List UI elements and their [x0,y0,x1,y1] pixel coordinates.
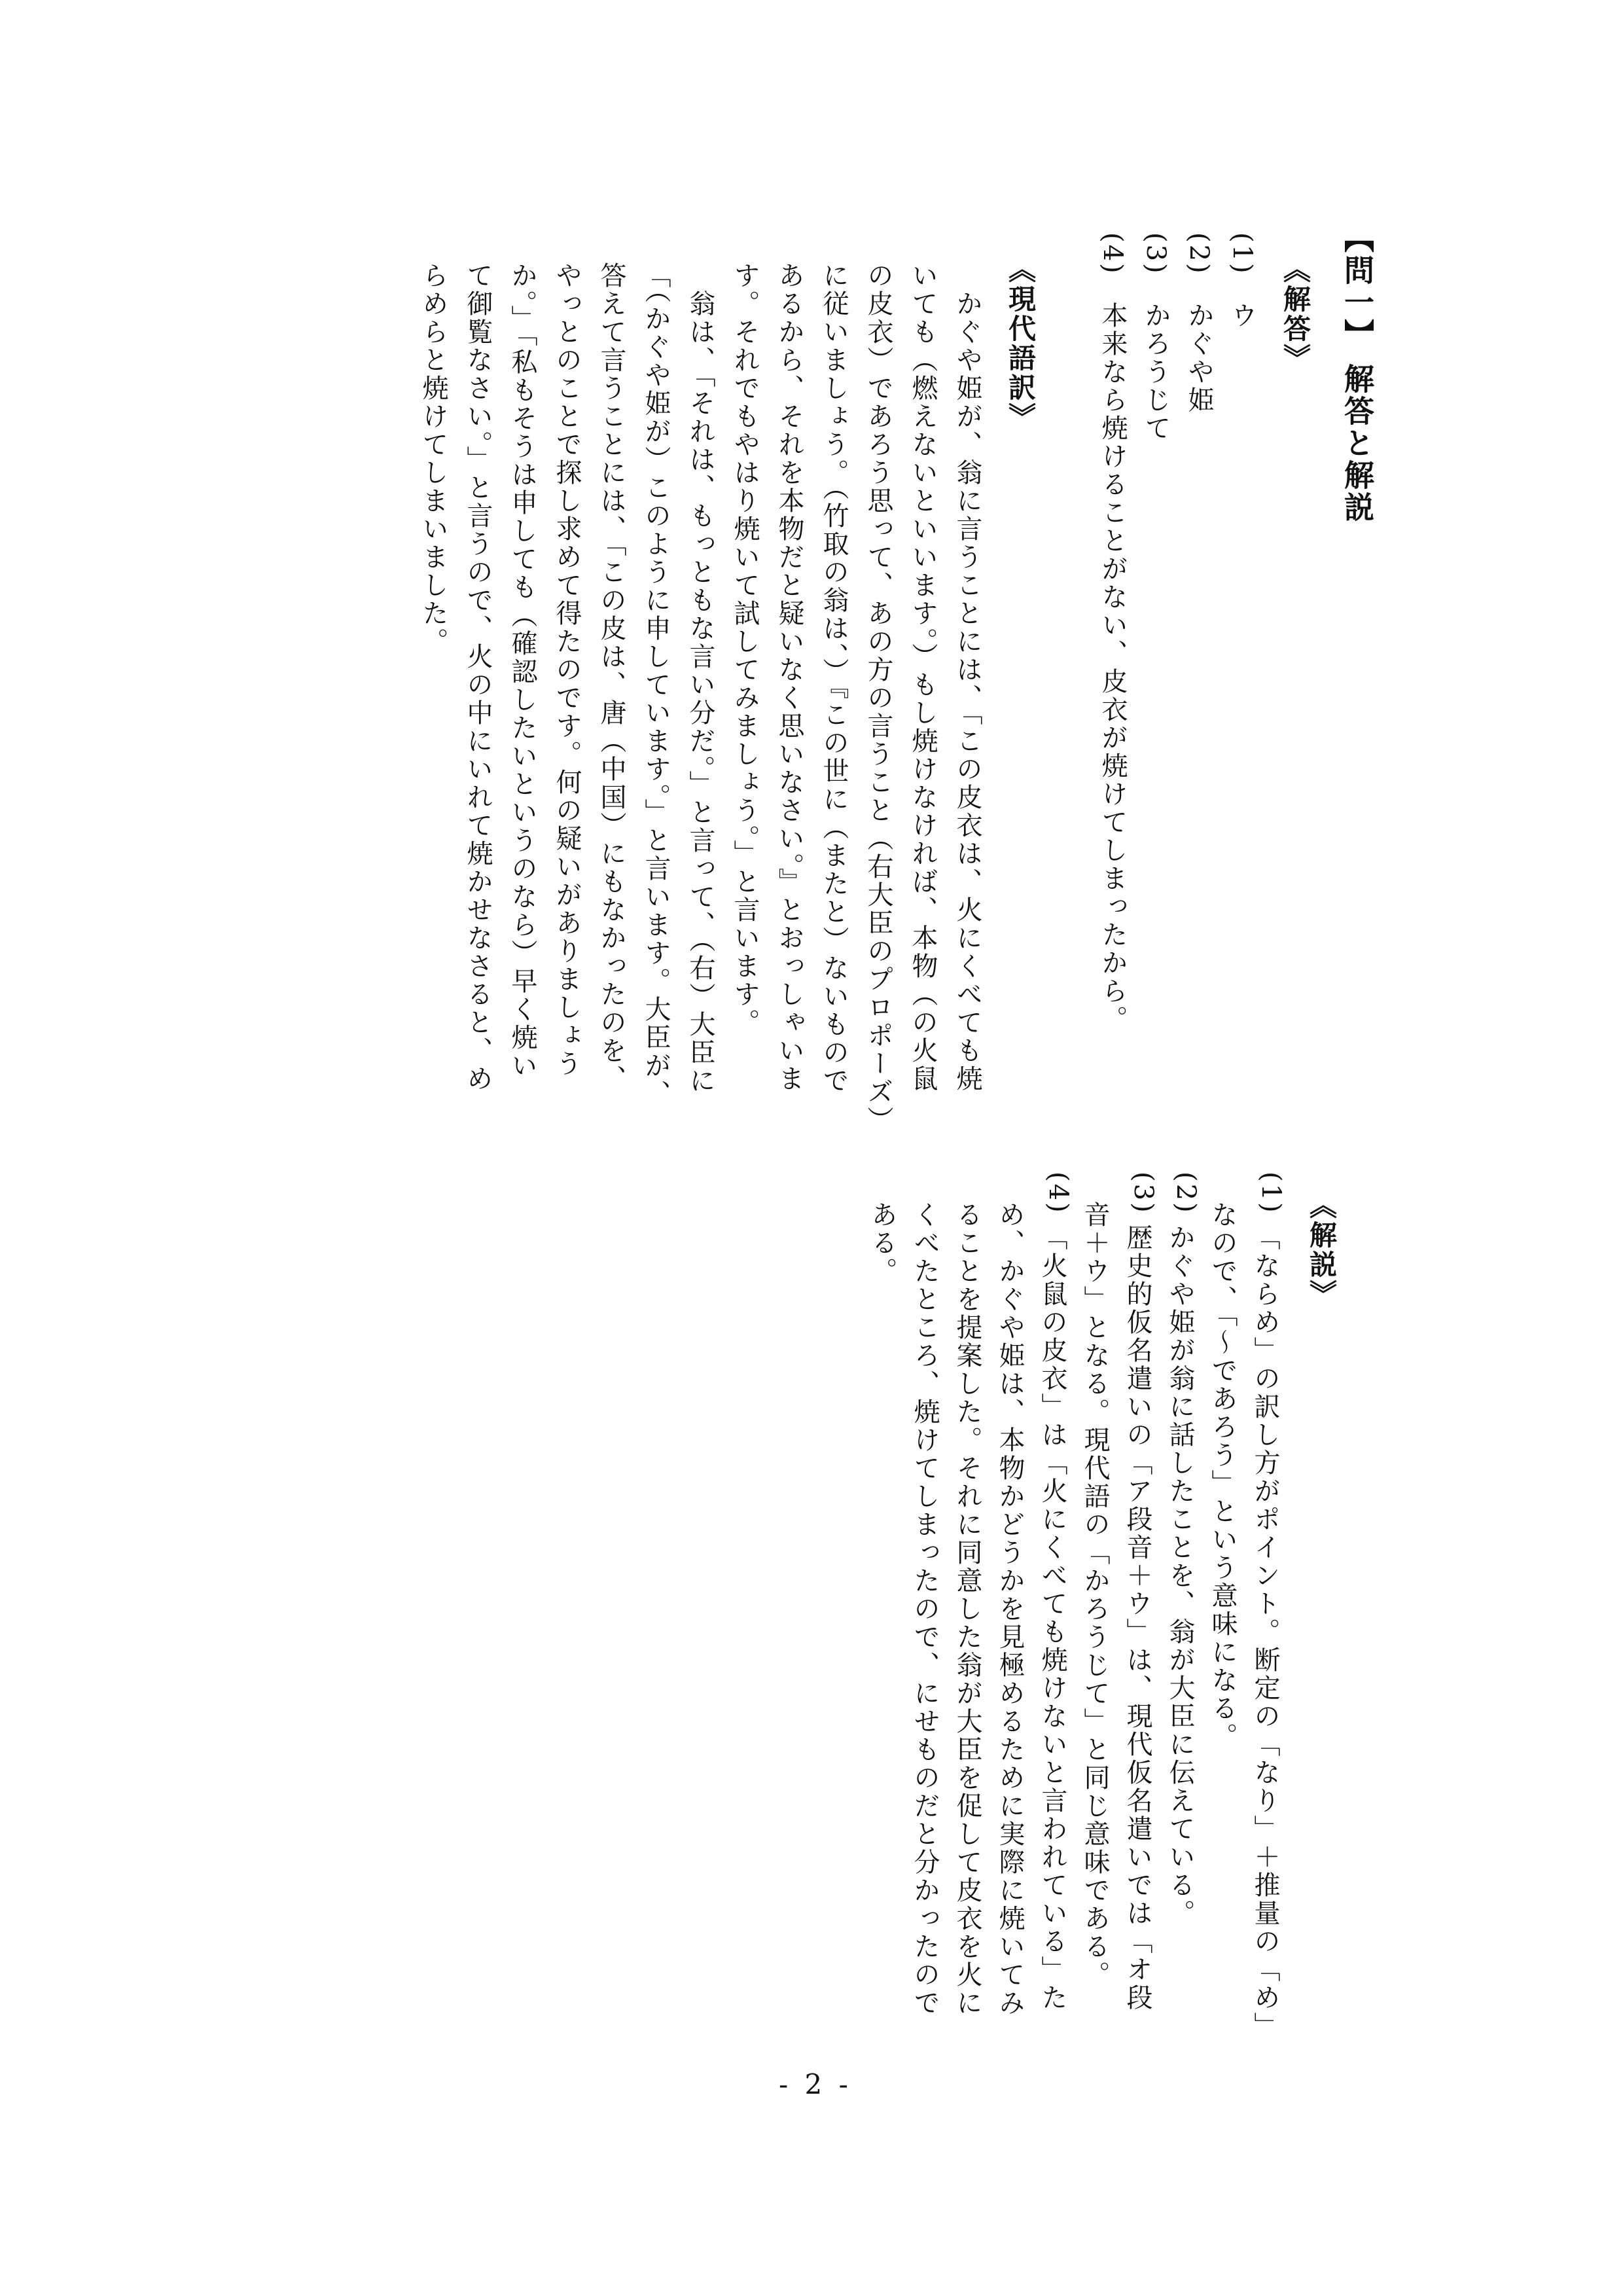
explanation-line: ある。 [867,1201,897,1285]
translation-line: かぐや姫が、翁に言うことには、「この皮衣は、火にくべても焼 [952,262,982,1093]
translation-line: やっとのことで探し求めて得たのです。何の疑いがありましょう [552,262,582,1078]
explanation-line: ることを提案した。それに同意した翁が大臣を促して皮衣を火に [952,1201,982,2017]
translation-line: て御覧なさい。」と言うので、火の中にいれて焼かせなさると、め [463,262,493,1093]
explanation-heading: 《解説》 [1306,1191,1338,1309]
explanation-num: (4) [1043,1172,1073,1215]
answer-text: かろうじて [1141,301,1171,442]
translation-line: す。それでもやはり焼いて試してみましょう。」と言います。 [730,262,760,1037]
answer-heading: 《解答》 [1279,255,1311,373]
answer-num: (1) [1227,232,1257,276]
explanation-line: 歴史的仮名遣いの「ア段音＋ウ」は、現代仮名遣いでは「オ段 [1122,1224,1152,2012]
translation-line: に従いましょう。（竹取の翁は、）『この世に（またと）ないもので [819,262,849,1095]
translation-line: あるから、それを本物だと疑いなく思いなさい。』とおっしゃいま [774,262,804,1093]
explanation-num: (1) [1256,1172,1286,1215]
explanation-line: 音＋ウ」となる。現代語の「かろうじて」と同じ意味である。 [1080,1201,1110,1989]
explanation-line: くべたところ、焼けてしまったので、にせものだと分かったので [910,1201,940,2017]
explanation-line: なので、「〜であろう」という意味になる。 [1207,1201,1238,1751]
page-number: - 2 - [779,2068,852,2100]
translation-line: 答えて言うことには、「この皮は、唐（中国）にもなかったのを、 [596,262,626,1093]
explanation-line: 「火鼠の皮衣」は「火にくべても焼けないと言われている」た [1037,1224,1067,2012]
answer-num: (4) [1097,232,1128,276]
answer-num: (3) [1141,232,1171,276]
explanation-line: 「ならめ」の訳し方がポイント。断定の「なり」＋推量の「め」 [1250,1224,1280,2040]
translation-line: らめらと焼けてしまいました。 [418,262,448,656]
answer-text: 本来なら焼けることがない、皮衣が焼けてしまったから。 [1097,301,1128,1033]
translation-line: か。」「私もそうは申しても（確認したいというのなら）早く焼い [507,262,537,1080]
answer-item-4 [1094,232,1132,1033]
translation-line: の皮衣）であろう思って、あの方の言うこと（右大臣のプロポーズ） [863,262,893,1134]
translation-line: いても（燃えないといいます。）もし焼けなければ、本物（の火鼠 [908,262,938,1093]
answer-item-1 [1224,232,1261,330]
translation-line: 翁は、「それは、もっともな言い分だ。」と言って、（右）大臣に [685,262,715,1095]
answer-num: (2) [1184,232,1214,276]
explanation-num: (2) [1171,1172,1201,1215]
translation-heading: 《現代語訳》 [1005,255,1037,432]
explanation-num: (3) [1128,1172,1158,1215]
explanation-line: め、かぐや姫は、本物かどうかを見極めるために実際に焼いてみ [995,1201,1025,2017]
answer-item-3 [1137,232,1175,442]
answer-text: ウ [1227,301,1257,330]
translation-line: 「（かぐや姫が）このように申しています。」と言います。大臣が、 [641,262,671,1108]
page-title: 【問一】 解答と解説 [1340,223,1375,524]
answer-text: かぐや姫 [1184,301,1214,414]
explanation-line: かぐや姫が翁に話したことを、翁が大臣に伝えている。 [1165,1224,1195,1928]
answer-item-2 [1181,232,1218,414]
